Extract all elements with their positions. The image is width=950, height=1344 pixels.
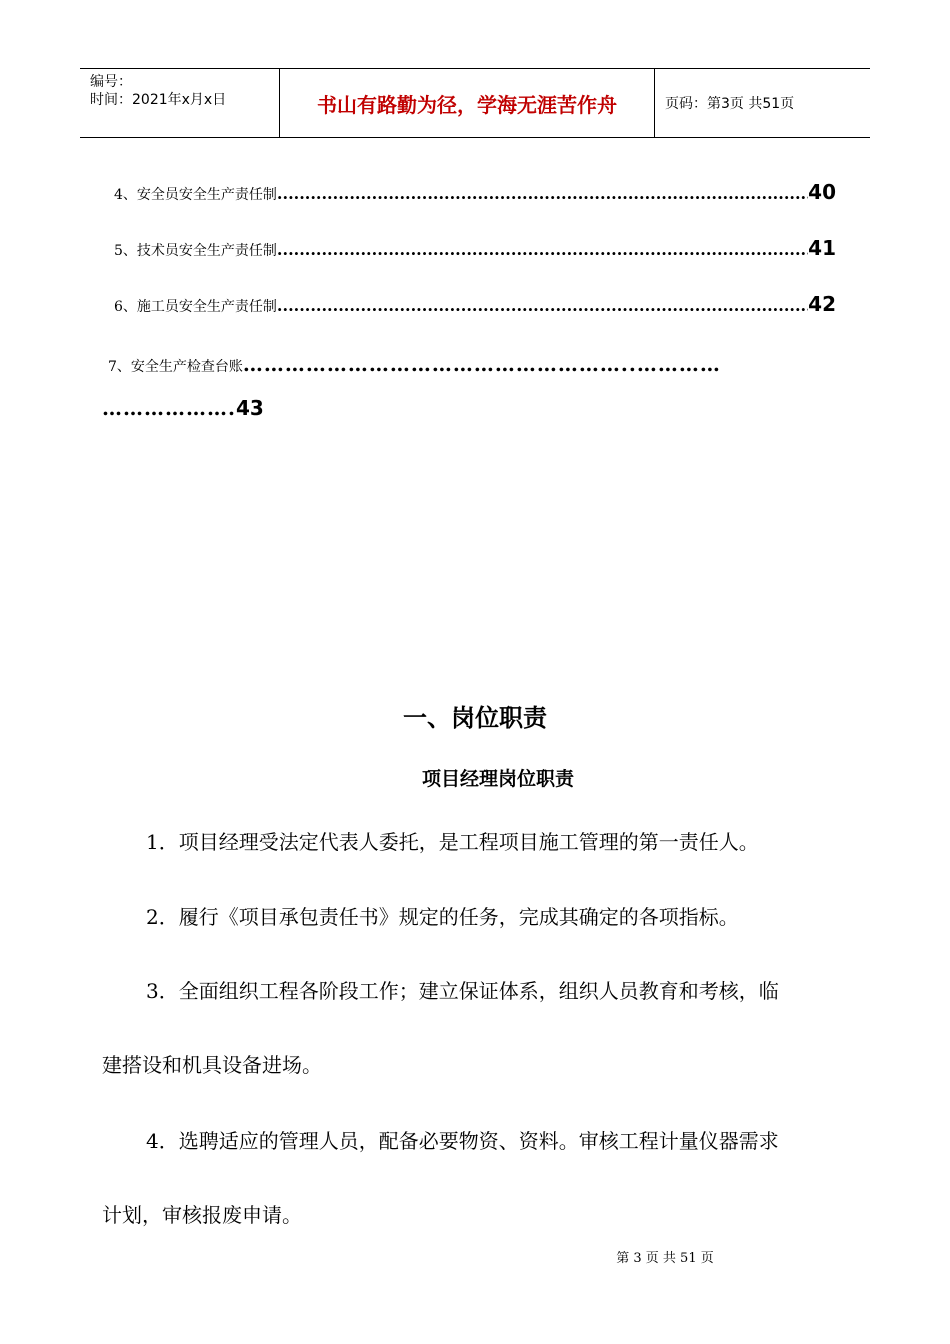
toc-leader-dots — [277, 184, 808, 203]
toc-entry-label: 4、安全员安全生产责任制 — [114, 187, 277, 203]
toc-entry-page: 43 — [235, 396, 264, 420]
page-header — [80, 68, 870, 138]
toc-entry-label: 6、施工员安全生产责任制 — [114, 299, 277, 315]
toc-entry-label: 5、技术员安全生产责任制 — [114, 243, 277, 259]
toc-entry-7 — [108, 352, 850, 376]
paragraph-3-continued: 建搭设和机具设备进场。 — [102, 1053, 322, 1077]
time-label: 时间：2021年x月x日 — [90, 92, 227, 108]
toc-entry-page: 40 — [808, 180, 836, 204]
toc-entry — [114, 292, 836, 316]
paragraph-1: 1．项目经理受法定代表人委托，是工程项目施工管理的第一责任人。 — [146, 830, 759, 854]
header-motto: 书山有路勤为径，学海无涯苦作舟 — [280, 69, 655, 137]
toc-entry-7-continued — [102, 396, 264, 420]
toc-leader-dots: ………………. — [102, 396, 236, 420]
paragraph-4-continued: 计划，审核报废申请。 — [102, 1203, 302, 1227]
section-title: 一、岗位职责 — [403, 704, 547, 732]
header-meta — [80, 69, 280, 137]
paragraph-2: 2．履行《项目承包责任书》规定的任务，完成其确定的各项指标。 — [146, 905, 739, 929]
toc-leader-dots: ………………………………………………..………… — [242, 352, 721, 376]
serial-label: 编号： — [90, 74, 132, 90]
toc-entry — [114, 236, 836, 260]
toc-leader-dots — [277, 240, 808, 259]
page-footer: 第 3 页 共 51 页 — [616, 1251, 714, 1266]
paragraph-4: 4．选聘适应的管理人员，配备必要物资、资料。审核工程计量仪器需求 — [146, 1129, 779, 1153]
sub-title: 项目经理岗位职责 — [421, 768, 574, 790]
toc-entry-page: 42 — [808, 292, 836, 316]
toc-entry-label: 7、安全生产检查台账 — [108, 359, 243, 375]
toc-entry — [114, 180, 836, 204]
header-page-code: 页码：第3页 共51页 — [665, 96, 795, 112]
toc-leader-dots — [277, 296, 808, 315]
paragraph-3: 3．全面组织工程各阶段工作；建立保证体系，组织人员教育和考核，临 — [146, 979, 779, 1003]
toc-entry-page: 41 — [808, 236, 836, 260]
